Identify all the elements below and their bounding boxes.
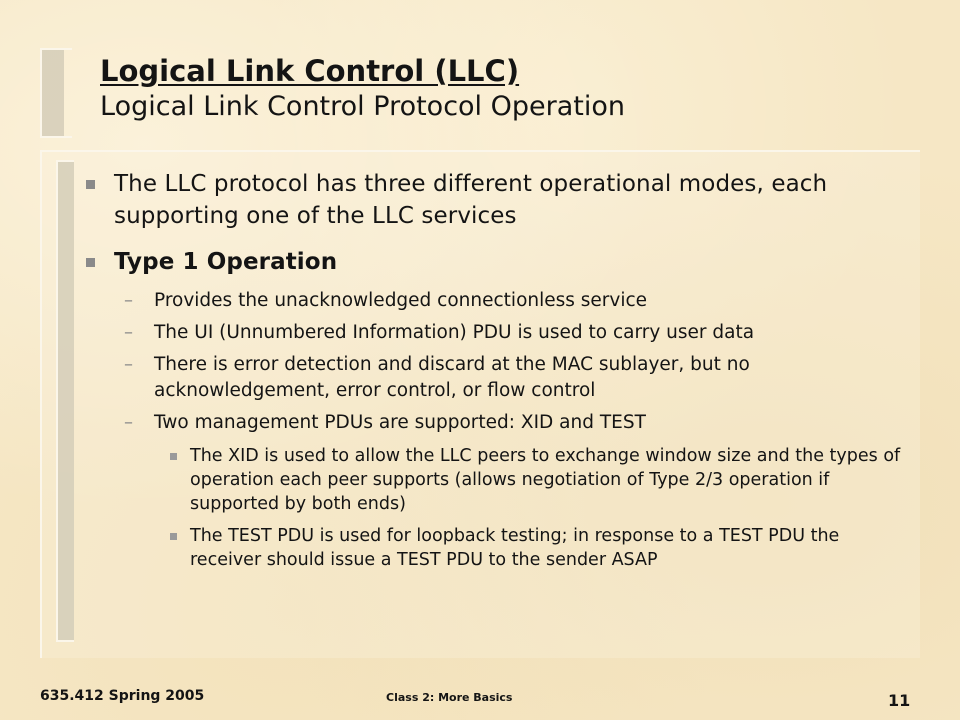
slide-subtitle: Logical Link Control Protocol Operation xyxy=(100,91,626,122)
footer-page-number: 11 xyxy=(888,691,911,710)
slide-title: Logical Link Control (LLC) xyxy=(100,54,520,88)
dash-bullet-icon: – xyxy=(124,354,133,375)
type1-point-text: Provides the unacknowledged connectionless service xyxy=(154,290,648,311)
type1-point-text: Two management PDUs are supported: XID and TEST xyxy=(154,412,646,433)
content-bracket-decoration xyxy=(56,160,74,642)
type1-point xyxy=(84,352,904,404)
bullet-intro-text: The LLC protocol has three different operational modes, each supporting one of the LLC services xyxy=(114,171,828,229)
management-subpoint xyxy=(84,444,904,516)
type1-point xyxy=(84,320,904,346)
square-bullet-icon xyxy=(170,453,177,460)
dash-bullet-icon: – xyxy=(124,322,133,343)
management-subpoint-text: The TEST PDU is used for loopback testing; in response to a TEST PDU the receiver should issue a TEST PDU to the sender ASAP xyxy=(190,526,840,570)
footer-course: 635.412 Spring 2005 xyxy=(40,688,205,704)
type1-heading-text: Type 1 Operation xyxy=(114,249,338,275)
bullet-intro xyxy=(84,168,904,232)
title-bracket-decoration xyxy=(40,48,72,138)
square-bullet-icon xyxy=(170,533,177,540)
square-bullet-icon xyxy=(86,180,95,189)
dash-bullet-icon: – xyxy=(124,412,133,433)
management-subpoint xyxy=(84,524,904,572)
type1-point-text: The UI (Unnumbered Information) PDU is used to carry user data xyxy=(154,322,755,343)
dash-bullet-icon: – xyxy=(124,290,133,311)
slide-title-block xyxy=(100,53,625,125)
square-bullet-icon xyxy=(86,258,95,267)
footer-class-label: Class 2: More Basics xyxy=(386,691,513,704)
management-subpoint-text: The XID is used to allow the LLC peers to exchange window size and the types of operation each peer supports (allows negotiation of Type 2/3 operation if supported by both ends) xyxy=(190,446,901,514)
slide-content xyxy=(84,168,904,572)
type1-point-text: There is error detection and discard at the MAC sublayer, but no acknowledgement, error control, or flow control xyxy=(154,354,750,401)
bullet-type1-heading xyxy=(84,246,904,278)
type1-point xyxy=(84,288,904,314)
type1-point xyxy=(84,410,904,436)
